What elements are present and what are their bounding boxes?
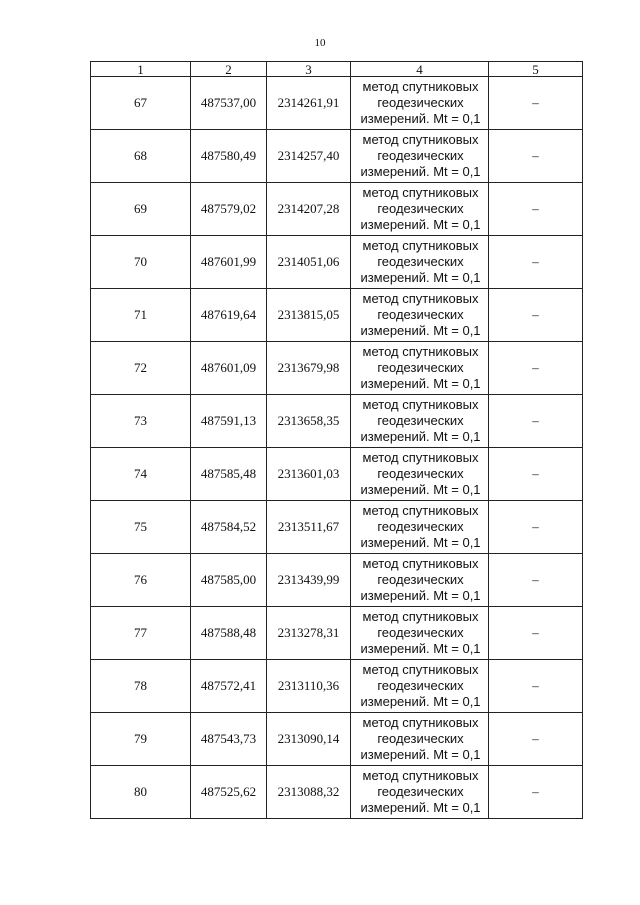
table-body <box>91 77 583 819</box>
x-coordinate-cell: 487580,49 <box>191 130 267 183</box>
method-cell <box>351 448 489 501</box>
y-coordinate-cell: 2313278,31 <box>267 607 351 660</box>
method-cell <box>351 766 489 819</box>
method-cell <box>351 289 489 342</box>
method-line: геодезических <box>377 625 464 640</box>
column-header-1: 1 <box>91 62 191 77</box>
point-number-cell: 72 <box>91 342 191 395</box>
point-number-cell: 69 <box>91 183 191 236</box>
x-coordinate-cell: 487579,02 <box>191 183 267 236</box>
extra-info-cell: – <box>489 395 583 448</box>
method-line: метод спутниковых <box>362 768 479 783</box>
header-row <box>91 62 583 77</box>
x-coordinate-cell: 487584,52 <box>191 501 267 554</box>
table-row <box>91 554 583 607</box>
method-line: измерений. Mt = 0,1 <box>360 429 481 444</box>
column-header-5: 5 <box>489 62 583 77</box>
method-line: измерений. Mt = 0,1 <box>360 376 481 391</box>
point-number-cell: 76 <box>91 554 191 607</box>
extra-info-cell: – <box>489 607 583 660</box>
point-number-cell: 79 <box>91 713 191 766</box>
column-header-3: 3 <box>267 62 351 77</box>
method-line: геодезических <box>377 307 464 322</box>
method-line: геодезических <box>377 95 464 110</box>
method-cell <box>351 236 489 289</box>
y-coordinate-cell: 2314051,06 <box>267 236 351 289</box>
point-number-cell: 68 <box>91 130 191 183</box>
method-line: измерений. Mt = 0,1 <box>360 694 481 709</box>
x-coordinate-cell: 487543,73 <box>191 713 267 766</box>
method-cell <box>351 554 489 607</box>
method-cell <box>351 342 489 395</box>
method-line: геодезических <box>377 254 464 269</box>
point-number-cell: 77 <box>91 607 191 660</box>
table-row <box>91 713 583 766</box>
y-coordinate-cell: 2313090,14 <box>267 713 351 766</box>
method-cell <box>351 130 489 183</box>
method-line: метод спутниковых <box>362 503 479 518</box>
y-coordinate-cell: 2313658,35 <box>267 395 351 448</box>
method-line: геодезических <box>377 413 464 428</box>
point-number-cell: 73 <box>91 395 191 448</box>
y-coordinate-cell: 2313088,32 <box>267 766 351 819</box>
method-line: измерений. Mt = 0,1 <box>360 800 481 815</box>
method-line: метод спутниковых <box>362 79 479 94</box>
y-coordinate-cell: 2314257,40 <box>267 130 351 183</box>
table-row <box>91 660 583 713</box>
method-line: метод спутниковых <box>362 238 479 253</box>
extra-info-cell: – <box>489 236 583 289</box>
table-row <box>91 130 583 183</box>
point-number-cell: 80 <box>91 766 191 819</box>
table-row <box>91 342 583 395</box>
y-coordinate-cell: 2313815,05 <box>267 289 351 342</box>
method-line: измерений. Mt = 0,1 <box>360 747 481 762</box>
point-number-cell: 71 <box>91 289 191 342</box>
method-line: геодезических <box>377 148 464 163</box>
method-line: измерений. Mt = 0,1 <box>360 641 481 656</box>
method-cell <box>351 607 489 660</box>
y-coordinate-cell: 2313439,99 <box>267 554 351 607</box>
method-line: измерений. Mt = 0,1 <box>360 482 481 497</box>
y-coordinate-cell: 2313511,67 <box>267 501 351 554</box>
method-line: геодезических <box>377 678 464 693</box>
method-line: геодезических <box>377 784 464 799</box>
table-row <box>91 501 583 554</box>
column-header-4: 4 <box>351 62 489 77</box>
table-header <box>91 62 583 77</box>
method-line: геодезических <box>377 360 464 375</box>
x-coordinate-cell: 487588,48 <box>191 607 267 660</box>
point-number-cell: 74 <box>91 448 191 501</box>
y-coordinate-cell: 2313601,03 <box>267 448 351 501</box>
method-line: измерений. Mt = 0,1 <box>360 535 481 550</box>
method-line: метод спутниковых <box>362 715 479 730</box>
method-line: метод спутниковых <box>362 185 479 200</box>
table-row <box>91 395 583 448</box>
extra-info-cell: – <box>489 554 583 607</box>
table-row <box>91 766 583 819</box>
point-number-cell: 67 <box>91 77 191 130</box>
x-coordinate-cell: 487585,48 <box>191 448 267 501</box>
method-line: метод спутниковых <box>362 397 479 412</box>
method-line: геодезических <box>377 519 464 534</box>
table-row <box>91 183 583 236</box>
x-coordinate-cell: 487585,00 <box>191 554 267 607</box>
method-line: измерений. Mt = 0,1 <box>360 111 481 126</box>
extra-info-cell: – <box>489 448 583 501</box>
method-line: измерений. Mt = 0,1 <box>360 270 481 285</box>
method-line: геодезических <box>377 201 464 216</box>
method-cell <box>351 183 489 236</box>
y-coordinate-cell: 2314207,28 <box>267 183 351 236</box>
table-row <box>91 448 583 501</box>
y-coordinate-cell: 2313679,98 <box>267 342 351 395</box>
x-coordinate-cell: 487619,64 <box>191 289 267 342</box>
point-number-cell: 70 <box>91 236 191 289</box>
method-line: измерений. Mt = 0,1 <box>360 217 481 232</box>
method-cell <box>351 660 489 713</box>
extra-info-cell: – <box>489 289 583 342</box>
method-line: метод спутниковых <box>362 609 479 624</box>
page-number: 10 <box>314 37 326 49</box>
y-coordinate-cell: 2313110,36 <box>267 660 351 713</box>
extra-info-cell: – <box>489 501 583 554</box>
x-coordinate-cell: 487525,62 <box>191 766 267 819</box>
method-line: геодезических <box>377 572 464 587</box>
method-line: метод спутниковых <box>362 344 479 359</box>
column-header-2: 2 <box>191 62 267 77</box>
method-line: метод спутниковых <box>362 291 479 306</box>
x-coordinate-cell: 487537,00 <box>191 77 267 130</box>
method-line: метод спутниковых <box>362 450 479 465</box>
point-number-cell: 78 <box>91 660 191 713</box>
method-line: геодезических <box>377 466 464 481</box>
method-line: геодезических <box>377 731 464 746</box>
method-cell <box>351 77 489 130</box>
table-row <box>91 607 583 660</box>
extra-info-cell: – <box>489 660 583 713</box>
method-cell <box>351 395 489 448</box>
method-line: метод спутниковых <box>362 662 479 677</box>
coordinates-table <box>90 61 583 819</box>
table-row <box>91 289 583 342</box>
x-coordinate-cell: 487601,09 <box>191 342 267 395</box>
extra-info-cell: – <box>489 183 583 236</box>
x-coordinate-cell: 487601,99 <box>191 236 267 289</box>
method-line: измерений. Mt = 0,1 <box>360 588 481 603</box>
y-coordinate-cell: 2314261,91 <box>267 77 351 130</box>
x-coordinate-cell: 487591,13 <box>191 395 267 448</box>
x-coordinate-cell: 487572,41 <box>191 660 267 713</box>
method-line: измерений. Mt = 0,1 <box>360 164 481 179</box>
method-cell <box>351 501 489 554</box>
extra-info-cell: – <box>489 342 583 395</box>
extra-info-cell: – <box>489 713 583 766</box>
table-row <box>91 236 583 289</box>
extra-info-cell: – <box>489 766 583 819</box>
table-row <box>91 77 583 130</box>
extra-info-cell: – <box>489 77 583 130</box>
method-line: метод спутниковых <box>362 556 479 571</box>
method-cell <box>351 713 489 766</box>
method-line: измерений. Mt = 0,1 <box>360 323 481 338</box>
extra-info-cell: – <box>489 130 583 183</box>
method-line: метод спутниковых <box>362 132 479 147</box>
point-number-cell: 75 <box>91 501 191 554</box>
